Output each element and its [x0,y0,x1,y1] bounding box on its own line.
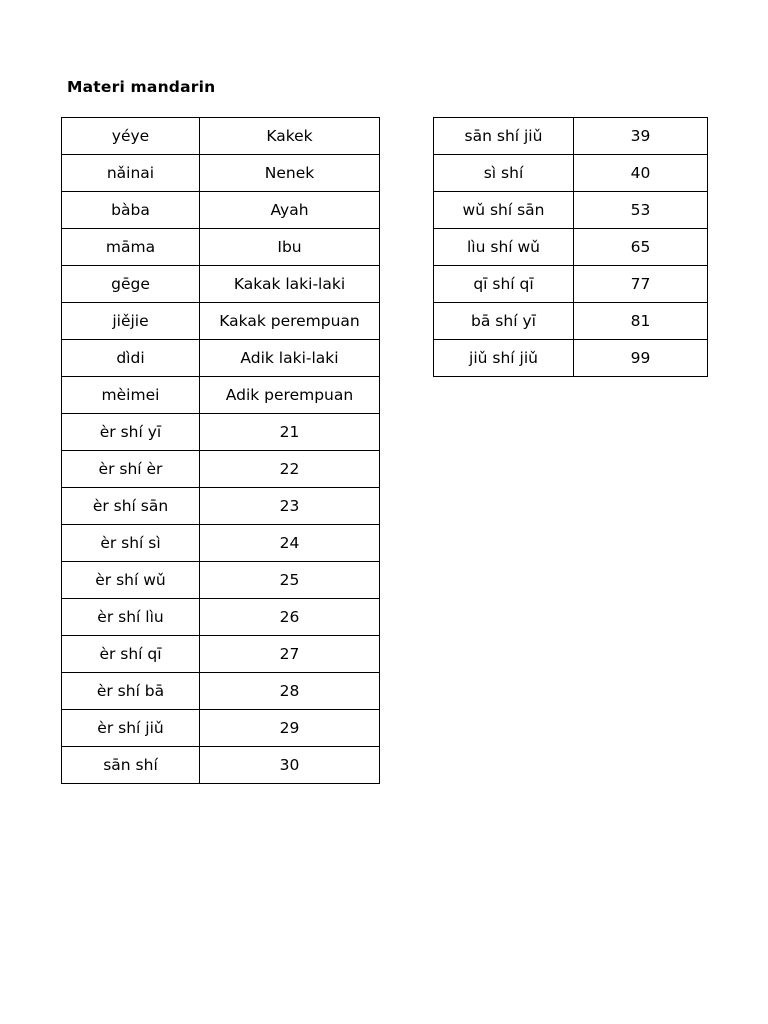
pinyin-cell: èr shí èr [62,451,200,488]
table-row [62,340,380,377]
table-row [62,636,380,673]
table-row [62,377,380,414]
numbers-table [433,117,708,377]
pinyin-cell: èr shí jiǔ [62,710,200,747]
pinyin-cell: èr shí sān [62,488,200,525]
pinyin-cell: èr shí sì [62,525,200,562]
table-row [62,488,380,525]
pinyin-cell: dìdi [62,340,200,377]
pinyin-cell: èr shí lìu [62,599,200,636]
table-row [62,710,380,747]
meaning-cell: 26 [200,599,380,636]
meaning-cell: Ayah [200,192,380,229]
meaning-cell: Kakak laki-laki [200,266,380,303]
table-row [434,155,708,192]
meaning-cell: 77 [574,266,708,303]
meaning-cell: 65 [574,229,708,266]
table-row [62,192,380,229]
pinyin-cell: èr shí bā [62,673,200,710]
meaning-cell: 53 [574,192,708,229]
pinyin-cell: lìu shí wǔ [434,229,574,266]
table-row [62,414,380,451]
table-row [434,192,708,229]
pinyin-cell: jiějie [62,303,200,340]
pinyin-cell: sān shí [62,747,200,784]
table-row [62,673,380,710]
meaning-cell: 23 [200,488,380,525]
meaning-cell: Adik perempuan [200,377,380,414]
table-row [62,451,380,488]
meaning-cell: Adik laki-laki [200,340,380,377]
meaning-cell: Kakek [200,118,380,155]
meaning-cell: 28 [200,673,380,710]
pinyin-cell: sān shí jiǔ [434,118,574,155]
meaning-cell: 40 [574,155,708,192]
meaning-cell: 30 [200,747,380,784]
meaning-cell: 24 [200,525,380,562]
table-row [62,525,380,562]
pinyin-cell: nǎinai [62,155,200,192]
meaning-cell: Nenek [200,155,380,192]
meaning-cell: 39 [574,118,708,155]
pinyin-cell: èr shí wǔ [62,562,200,599]
table-row [62,118,380,155]
table-row [62,155,380,192]
meaning-cell: 81 [574,303,708,340]
table-row [62,562,380,599]
table-row [62,303,380,340]
table-row [62,747,380,784]
meaning-cell: 27 [200,636,380,673]
pinyin-cell: qī shí qī [434,266,574,303]
meaning-cell: 22 [200,451,380,488]
pinyin-cell: yéye [62,118,200,155]
pinyin-cell: mèimei [62,377,200,414]
pinyin-cell: èr shí yī [62,414,200,451]
pinyin-cell: èr shí qī [62,636,200,673]
document-title: Materi mandarin [67,78,216,96]
table-row [434,340,708,377]
table-row [434,303,708,340]
pinyin-cell: gēge [62,266,200,303]
pinyin-cell: bā shí yī [434,303,574,340]
pinyin-cell: māma [62,229,200,266]
table-row [62,599,380,636]
pinyin-cell: sì shí [434,155,574,192]
meaning-cell: 25 [200,562,380,599]
vocabulary-table [61,117,380,784]
table-row [62,229,380,266]
meaning-cell: Kakak perempuan [200,303,380,340]
table-row [434,229,708,266]
pinyin-cell: jiǔ shí jiǔ [434,340,574,377]
meaning-cell: 29 [200,710,380,747]
table-row [62,266,380,303]
pinyin-cell: bàba [62,192,200,229]
meaning-cell: Ibu [200,229,380,266]
meaning-cell: 99 [574,340,708,377]
pinyin-cell: wǔ shí sān [434,192,574,229]
meaning-cell: 21 [200,414,380,451]
table-row [434,118,708,155]
table-row [434,266,708,303]
